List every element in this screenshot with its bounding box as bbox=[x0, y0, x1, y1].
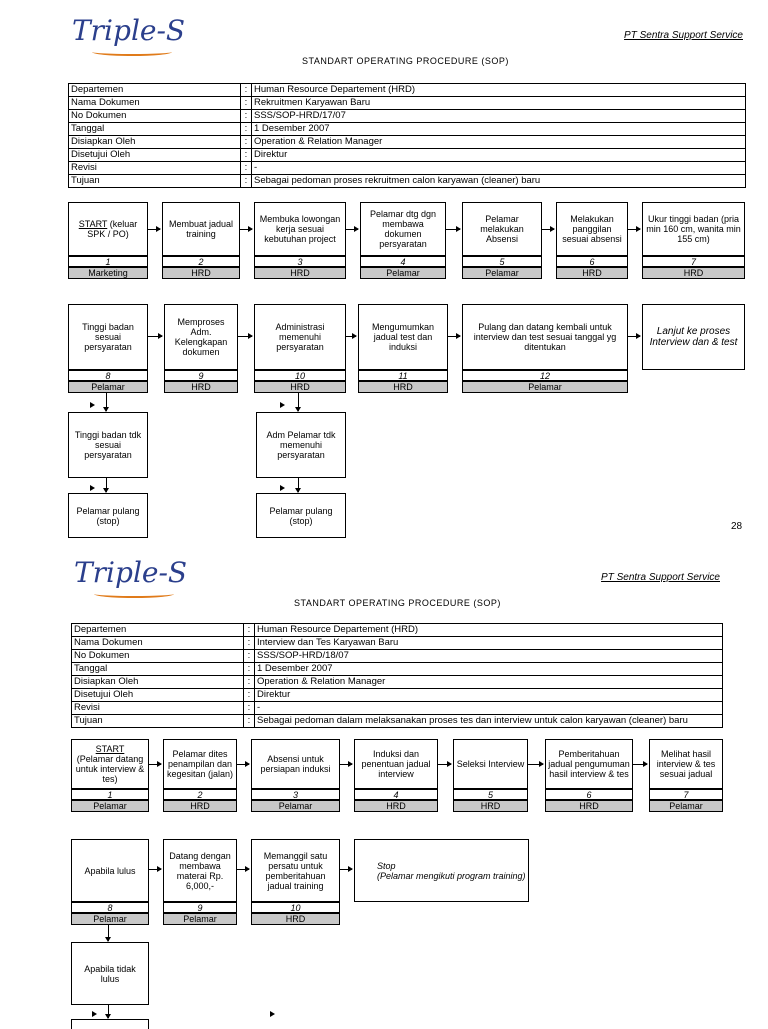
step-8-box bbox=[68, 304, 148, 370]
step-7-role: HRD bbox=[642, 267, 745, 279]
meta-value: Operation & Relation Manager bbox=[252, 136, 746, 149]
meta-key: No Dokumen bbox=[69, 110, 241, 123]
flow-arrow bbox=[528, 764, 543, 765]
meta-key: Departemen bbox=[69, 84, 241, 97]
meta-row bbox=[69, 149, 746, 162]
p2-step-2-box bbox=[163, 739, 237, 789]
meta-value: Direktur bbox=[252, 149, 746, 162]
step-3-number: 3 bbox=[254, 256, 346, 267]
flow-arrow bbox=[438, 764, 451, 765]
meta-colon: : bbox=[241, 84, 252, 97]
step-11-role: HRD bbox=[358, 381, 448, 393]
p2-step-9-text: Datang dengan membawa materai Rp. 6,000,- bbox=[169, 850, 231, 891]
step-4-text: Pelamar dtg dgn membawa dokumen persyaratan bbox=[369, 209, 437, 249]
meta-colon: : bbox=[241, 149, 252, 162]
stop-box bbox=[354, 839, 529, 902]
meta-row bbox=[69, 162, 746, 175]
p2-step-1-text: (Pelamar datang untuk interview & tes) bbox=[75, 754, 145, 784]
meta-row bbox=[72, 702, 723, 715]
meta-key: Tanggal bbox=[72, 663, 244, 676]
flow-arrow bbox=[340, 764, 352, 765]
stop-b-box bbox=[256, 493, 346, 538]
p2-step-2-text: Pelamar dites penampilan dan kegesitan (jalan) bbox=[166, 749, 234, 779]
meta-value: Interview dan Tes Karyawan Baru bbox=[255, 637, 723, 650]
p2-step-9-box bbox=[163, 839, 237, 902]
start-label: START bbox=[78, 219, 108, 229]
p2-step-8-number: 8 bbox=[71, 902, 149, 913]
flow-arrow bbox=[346, 336, 356, 337]
flow-arrow bbox=[238, 336, 252, 337]
step-9-box bbox=[164, 304, 238, 370]
step-4-box bbox=[360, 202, 446, 256]
meta-key: Tujuan bbox=[72, 715, 244, 728]
p2-branch-text: Apabila tidak lulus bbox=[84, 963, 136, 984]
meta-colon: : bbox=[244, 676, 255, 689]
meta-colon: : bbox=[241, 162, 252, 175]
meta-row bbox=[72, 624, 723, 637]
p2-step-6-text: Pemberitahuan jadual pengumuman hasil interview & tes bbox=[548, 749, 630, 779]
meta-key: Tujuan bbox=[69, 175, 241, 188]
step-12-role: Pelamar bbox=[462, 381, 628, 393]
step-10-number: 10 bbox=[254, 370, 346, 381]
next-process-text: Lanjut ke proses Interview dan & test bbox=[649, 326, 738, 348]
p2-next-box bbox=[71, 1019, 149, 1029]
step-1-number: 1 bbox=[68, 256, 148, 267]
meta-colon: : bbox=[241, 123, 252, 136]
meta-colon: : bbox=[244, 637, 255, 650]
flow-marker bbox=[90, 485, 95, 491]
p2-step-4-role: HRD bbox=[354, 800, 438, 812]
flow-arrow bbox=[237, 764, 249, 765]
meta-colon: : bbox=[244, 663, 255, 676]
meta-key: Nama Dokumen bbox=[72, 637, 244, 650]
next-process-box bbox=[642, 304, 745, 370]
meta-row bbox=[72, 637, 723, 650]
step-3-text: Membuka lowongan kerja sesuai kebutuhan project bbox=[259, 214, 341, 244]
step-2-box bbox=[162, 202, 240, 256]
step-7-number: 7 bbox=[642, 256, 745, 267]
step-1-box bbox=[68, 202, 148, 256]
meta-row bbox=[69, 175, 746, 188]
branch-a-box bbox=[68, 412, 148, 478]
company-logo: Triple-S bbox=[72, 14, 186, 47]
p2-step-4-number: 4 bbox=[354, 789, 438, 800]
flow-arrow bbox=[628, 336, 640, 337]
meta-key: Disetujui Oleh bbox=[72, 689, 244, 702]
flow-arrow-down bbox=[298, 478, 299, 492]
step-1-role: Marketing bbox=[68, 267, 148, 279]
meta-value: 1 Desember 2007 bbox=[252, 123, 746, 136]
p2-step-1-role: Pelamar bbox=[71, 800, 149, 812]
p2-step-4-text: Induksi dan penentuan jadual interview bbox=[361, 749, 431, 779]
flow-arrow-down bbox=[298, 393, 299, 411]
flow-arrow bbox=[148, 229, 160, 230]
meta-row bbox=[72, 715, 723, 728]
p2-step-5-box bbox=[453, 739, 528, 789]
meta-key: Nama Dokumen bbox=[69, 97, 241, 110]
p2-step-4-box bbox=[354, 739, 438, 789]
step-2-text: Membuat jadual training bbox=[168, 219, 234, 239]
p2-step-5-number: 5 bbox=[453, 789, 528, 800]
step-3-role: HRD bbox=[254, 267, 346, 279]
p2-step-7-role: Pelamar bbox=[649, 800, 723, 812]
flow-arrow-down bbox=[106, 478, 107, 492]
meta-colon: : bbox=[244, 624, 255, 637]
step-5-box bbox=[462, 202, 542, 256]
p2-step-3-number: 3 bbox=[251, 789, 340, 800]
flow-arrow bbox=[149, 764, 161, 765]
flow-arrow bbox=[628, 229, 640, 230]
step-12-box bbox=[462, 304, 628, 370]
p2-step-7-box bbox=[649, 739, 723, 789]
meta-colon: : bbox=[241, 175, 252, 188]
flow-arrow-down bbox=[108, 925, 109, 941]
company-logo: Triple-S bbox=[74, 556, 188, 589]
flow-arrow-down bbox=[108, 1005, 109, 1018]
step-10-box bbox=[254, 304, 346, 370]
meta-value: Sebagai pedoman proses rekruitmen calon karyawan (cleaner) baru bbox=[252, 175, 746, 188]
step-9-number: 9 bbox=[164, 370, 238, 381]
step-5-text: Pelamar melakukan Absensi bbox=[480, 214, 524, 244]
branch-b-text: Adm Pelamar tdk memenuhi persyaratan bbox=[266, 430, 336, 460]
company-name: PT Sentra Support Service bbox=[601, 572, 720, 583]
p2-step-6-number: 6 bbox=[545, 789, 633, 800]
p2-step-2-number: 2 bbox=[163, 789, 237, 800]
meta-value: Sebagai pedoman dalam melaksanakan proses tes dan interview untuk calon karyawan (cleaner) baru bbox=[255, 715, 723, 728]
flow-marker bbox=[270, 1011, 275, 1017]
flow-arrow bbox=[340, 869, 352, 870]
step-11-number: 11 bbox=[358, 370, 448, 381]
step-2-role: HRD bbox=[162, 267, 240, 279]
meta-value: 1 Desember 2007 bbox=[255, 663, 723, 676]
flow-arrow bbox=[149, 869, 161, 870]
meta-value: Human Resource Departement (HRD) bbox=[255, 624, 723, 637]
step-7-text: Ukur tinggi badan (pria min 160 cm, wanita min 155 cm) bbox=[646, 214, 741, 244]
p2-step-8-box bbox=[71, 839, 149, 902]
meta-value: Rekruitmen Karyawan Baru bbox=[252, 97, 746, 110]
start-label: START bbox=[95, 744, 125, 754]
step-3-box bbox=[254, 202, 346, 256]
meta-row bbox=[72, 676, 723, 689]
meta-row bbox=[72, 689, 723, 702]
meta-value: - bbox=[252, 162, 746, 175]
p2-step-9-role: Pelamar bbox=[163, 913, 237, 925]
p2-step-10-text: Memanggil satu persatu untuk pemberitahuan jadual training bbox=[263, 850, 328, 891]
p2-step-1-number: 1 bbox=[71, 789, 149, 800]
flow-arrow bbox=[542, 229, 554, 230]
p2-step-10-box bbox=[251, 839, 340, 902]
meta-row bbox=[69, 110, 746, 123]
flow-arrow bbox=[346, 229, 358, 230]
meta-value: SSS/SOP-HRD/17/07 bbox=[252, 110, 746, 123]
document-meta-table bbox=[68, 83, 746, 188]
p2-step-3-text: Absensi untuk persiapan induksi bbox=[260, 754, 331, 774]
meta-colon: : bbox=[244, 689, 255, 702]
step-10-role: HRD bbox=[254, 381, 346, 393]
meta-colon: : bbox=[244, 715, 255, 728]
p2-step-5-text: Seleksi Interview bbox=[456, 759, 525, 769]
flow-marker bbox=[280, 485, 285, 491]
meta-colon: : bbox=[244, 650, 255, 663]
step-9-text: Memproses Adm. Kelengkapan dokumen bbox=[174, 317, 228, 357]
step-11-box bbox=[358, 304, 448, 370]
flow-marker bbox=[92, 1011, 97, 1017]
p2-step-10-role: HRD bbox=[251, 913, 340, 925]
meta-key: Disiapkan Oleh bbox=[69, 136, 241, 149]
flow-arrow bbox=[240, 229, 252, 230]
p2-step-7-number: 7 bbox=[649, 789, 723, 800]
step-5-number: 5 bbox=[462, 256, 542, 267]
p2-step-3-box bbox=[251, 739, 340, 789]
step-6-text: Melakukan panggilan sesuai absensi bbox=[562, 214, 622, 244]
meta-key: Revisi bbox=[69, 162, 241, 175]
meta-key: Revisi bbox=[72, 702, 244, 715]
p2-step-9-number: 9 bbox=[163, 902, 237, 913]
step-8-role: Pelamar bbox=[68, 381, 148, 393]
p2-step-7-text: Melihat hasil interview & tes sesuai jadual bbox=[656, 749, 716, 779]
step-8-number: 8 bbox=[68, 370, 148, 381]
flow-arrow bbox=[237, 869, 249, 870]
meta-row bbox=[69, 123, 746, 136]
meta-colon: : bbox=[244, 702, 255, 715]
meta-row bbox=[69, 84, 746, 97]
p2-step-5-role: HRD bbox=[453, 800, 528, 812]
meta-key: Disetujui Oleh bbox=[69, 149, 241, 162]
p2-step-8-text: Apabila lulus bbox=[84, 865, 136, 876]
meta-colon: : bbox=[241, 136, 252, 149]
step-6-number: 6 bbox=[556, 256, 628, 267]
step-12-text: Pulang dan datang kembali untuk interview dan test sesuai tanggal yg ditentukan bbox=[473, 322, 617, 352]
p2-step-10-number: 10 bbox=[251, 902, 340, 913]
meta-key: Tanggal bbox=[69, 123, 241, 136]
meta-value: Direktur bbox=[255, 689, 723, 702]
page-number: 28 bbox=[731, 521, 743, 532]
flow-marker bbox=[280, 402, 285, 408]
step-8-text: Tinggi badan sesuai persyaratan bbox=[82, 322, 134, 352]
flow-arrow bbox=[448, 336, 460, 337]
step-5-role: Pelamar bbox=[462, 267, 542, 279]
p2-step-8-role: Pelamar bbox=[71, 913, 149, 925]
flow-marker bbox=[90, 402, 95, 408]
meta-colon: : bbox=[241, 97, 252, 110]
step-12-number: 12 bbox=[462, 370, 628, 381]
step-4-number: 4 bbox=[360, 256, 446, 267]
meta-row bbox=[72, 650, 723, 663]
stop-a-text: Pelamar pulang (stop) bbox=[76, 505, 140, 526]
stop-a-box bbox=[68, 493, 148, 538]
meta-value: - bbox=[255, 702, 723, 715]
stop-b-text: Pelamar pulang (stop) bbox=[269, 505, 333, 526]
step-6-box bbox=[556, 202, 628, 256]
document-title: STANDART OPERATING PROCEDURE (SOP) bbox=[302, 56, 509, 66]
step-11-text: Mengumumkan jadual test dan induksi bbox=[371, 322, 435, 352]
meta-colon: : bbox=[241, 110, 252, 123]
meta-key: Disiapkan Oleh bbox=[72, 676, 244, 689]
meta-value: SSS/SOP-HRD/18/07 bbox=[255, 650, 723, 663]
meta-row bbox=[72, 663, 723, 676]
step-9-role: HRD bbox=[164, 381, 238, 393]
stop-text: Stop (Pelamar mengikuti program training) bbox=[377, 860, 526, 881]
meta-row bbox=[69, 136, 746, 149]
step-10-text: Administrasi memenuhi persyaratan bbox=[275, 322, 325, 352]
step-2-number: 2 bbox=[162, 256, 240, 267]
p2-step-6-role: HRD bbox=[545, 800, 633, 812]
p2-step-2-role: HRD bbox=[163, 800, 237, 812]
flow-arrow bbox=[633, 764, 647, 765]
company-name: PT Sentra Support Service bbox=[624, 30, 743, 41]
step-6-role: HRD bbox=[556, 267, 628, 279]
branch-b-box bbox=[256, 412, 346, 478]
meta-row bbox=[69, 97, 746, 110]
p2-step-3-role: Pelamar bbox=[251, 800, 340, 812]
meta-key: Departemen bbox=[72, 624, 244, 637]
meta-value: Operation & Relation Manager bbox=[255, 676, 723, 689]
flow-arrow bbox=[446, 229, 460, 230]
meta-key: No Dokumen bbox=[72, 650, 244, 663]
p2-branch-box bbox=[71, 942, 149, 1005]
branch-a-text: Tinggi badan tdk sesuai persyaratan bbox=[74, 430, 142, 460]
logo-swoosh bbox=[94, 590, 174, 598]
step-7-box bbox=[642, 202, 745, 256]
step-1-text: (keluar SPK / PO) bbox=[87, 219, 138, 239]
flow-arrow bbox=[148, 336, 162, 337]
p2-step-6-box bbox=[545, 739, 633, 789]
flow-arrow-down bbox=[106, 393, 107, 411]
document-meta-table bbox=[71, 623, 723, 728]
step-4-role: Pelamar bbox=[360, 267, 446, 279]
p2-step-1-box bbox=[71, 739, 149, 789]
logo-swoosh bbox=[92, 48, 172, 56]
meta-value: Human Resource Departement (HRD) bbox=[252, 84, 746, 97]
document-title: STANDART OPERATING PROCEDURE (SOP) bbox=[294, 598, 501, 608]
